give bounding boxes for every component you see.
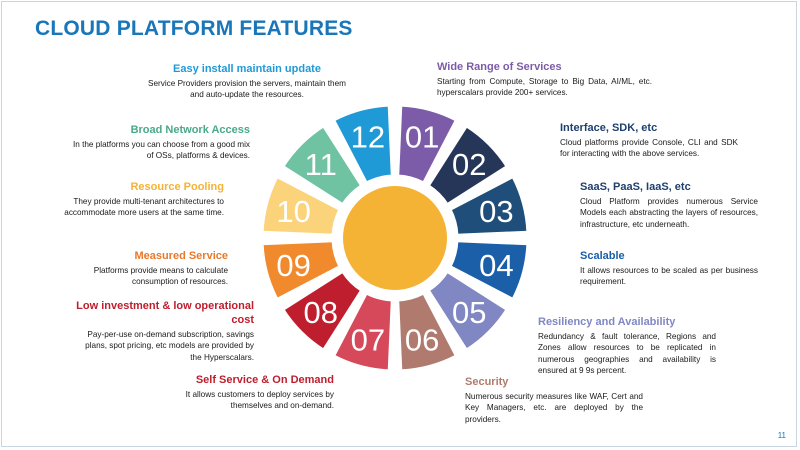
feature-07 <box>156 373 334 412</box>
page-number: 11 <box>777 431 786 440</box>
page-title: CLOUD PLATFORM FEATURES <box>35 17 353 40</box>
feature-title: Scalable <box>580 250 625 262</box>
feature-05 <box>538 315 716 377</box>
petal-number: 08 <box>303 295 338 331</box>
petal-number: 05 <box>452 295 487 331</box>
petal-number: 03 <box>479 193 514 229</box>
feature-description: Numerous security measures like WAF, Cert and Key Managers, etc. are deployed by the providers. <box>465 392 643 424</box>
feature-08 <box>72 299 254 363</box>
petal-number: 07 <box>350 322 386 358</box>
feature-description: Pay-per-use on-demand subscription, savings plans, spot pricing, etc models are provided by the Hyperscalars. <box>85 330 254 362</box>
feature-title: Resource Pooling <box>130 181 224 193</box>
feature-title: Low investment & low operational cost <box>76 300 254 326</box>
feature-10 <box>44 180 224 219</box>
feature-03 <box>580 180 758 230</box>
feature-description: Platforms provide means to calculate consumption of resources. <box>93 266 228 287</box>
feature-06 <box>465 375 643 425</box>
petal-number: 11 <box>304 146 337 182</box>
feature-02 <box>560 121 738 160</box>
feature-09 <box>64 249 228 288</box>
feature-description: Cloud platforms provide Console, CLI and SDK for interacting with the above services. <box>560 138 738 159</box>
feature-description: Service Providers provision the servers, maintain them and auto-update the resources. <box>148 79 346 100</box>
feature-title: Security <box>465 376 509 388</box>
feature-description: Starting from Compute, Storage to Big Data, AI/ML, etc. hyperscalars provide 200+ services. <box>437 77 652 98</box>
petal-number: 01 <box>404 119 440 155</box>
petal-number: 09 <box>276 248 311 284</box>
feature-title: Easy install maintain update <box>173 63 321 75</box>
feature-description: Cloud Platform provides numerous Service Models each abstracting the layers of resources, infrastructure, etc underneath. <box>580 197 758 229</box>
feature-description: It allows customers to deploy services by themselves and on-demand. <box>185 390 334 411</box>
center-hub <box>343 186 447 290</box>
feature-11 <box>64 123 250 162</box>
feature-title: Wide Range of Services <box>437 61 562 73</box>
petal-number: 02 <box>452 146 487 182</box>
feature-description: In the platforms you can choose from a good mix of OSs, platforms & devices. <box>72 140 250 161</box>
feature-title: Self Service & On Demand <box>195 374 334 386</box>
feature-12 <box>147 62 347 101</box>
feature-description: They provide multi-tenant architectures to accommodate more users at the same time. <box>64 197 224 218</box>
petal-number: 04 <box>479 248 514 284</box>
petal-number: 12 <box>350 119 386 155</box>
feature-title: Broad Network Access <box>130 124 250 136</box>
feature-title: SaaS, PaaS, IaaS, etc <box>580 181 691 193</box>
feature-title: Measured Service <box>134 250 228 262</box>
petal-number: 10 <box>276 193 311 229</box>
feature-title: Interface, SDK, etc <box>560 122 658 134</box>
feature-title: Resiliency and Availability <box>538 316 676 328</box>
petal-number: 06 <box>404 322 440 358</box>
feature-01 <box>437 60 652 99</box>
feature-04 <box>580 249 758 288</box>
feature-description: Redundancy & fault tolerance, Regions and Zones allow resources to be replicated in numerous geographies and availability is ensured at 9 9s percent. <box>538 332 716 376</box>
feature-description: It allows resources to be scaled as per business requirement. <box>580 266 758 287</box>
